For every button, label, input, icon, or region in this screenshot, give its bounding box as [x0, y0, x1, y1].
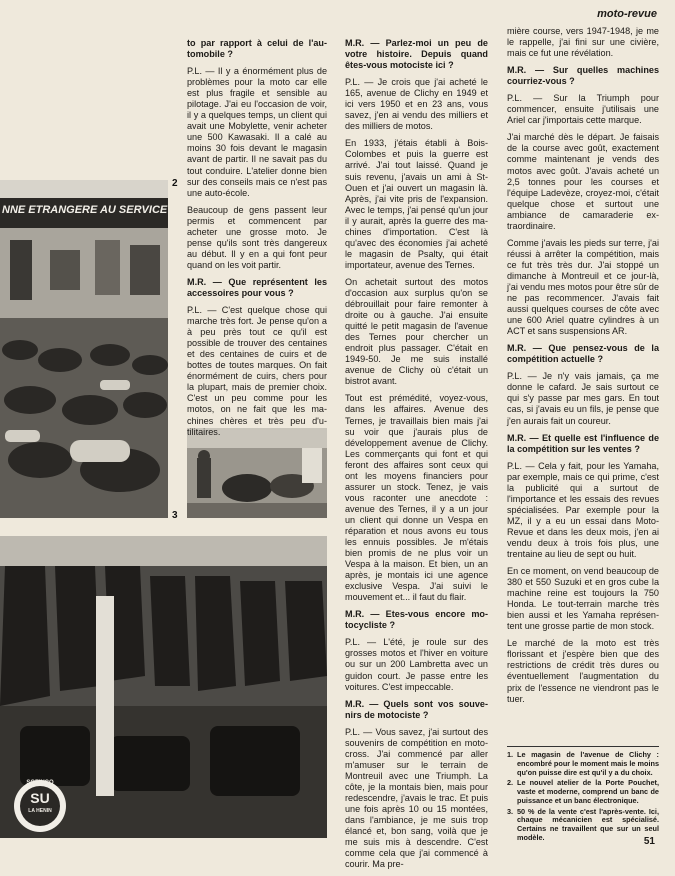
answer-history-b: En 1933, j'étais établi à Bois-Colombes et puis la guerre est arrivé. J'ai tout laissé. Quand je suis revenu, j'avais un ami à St-Ouen et j'ai ouvert un magasin là. Après, j'ai vite pris de l'expansion. Avec le temps, j'ai pensé qu'un jour il y aurait, après la guerre des machines d'importation. C'est là qu'avec des économies j'ai acheté le magasin de Psalty, qui était importateur, avenue des Ternes. — [345, 138, 488, 270]
badge-sofinco — [14, 780, 66, 814]
footnote-number: 1. — [507, 750, 514, 759]
answer-influence-c: Le marché de la moto est très florissant et j'espère bien que des restrictions de crédit très dures ou éventuellement l'augmentation du prix de l'essence ne viendront pas le tuer. — [507, 638, 659, 704]
page-number: 51 — [643, 836, 655, 847]
column-2 — [345, 38, 488, 876]
photo-shop-interior — [0, 180, 168, 518]
question-accessories: M.R. — Que représentent les accessoires pour vous ? — [187, 276, 327, 298]
answer-memories: P.L. — Vous savez, j'ai surtout des souvenirs de compétition en moto-cross. J'ai commencé par aller m'amuser sur le terrain de Montreuil avec une Triumph. La côte, je la montais bien, mais pour redescendre, j'avais le trac. Et puis une fois après 10 ou 15 montées, dans l'ambiance, je me suis trop élancé et, bon sang, voilà que je me suis mis à descendre. C'est comme cela que j'ai commencé à courir. Ma pre- — [345, 726, 488, 870]
badge-top-text: SOFINCO — [26, 780, 54, 786]
column-3 — [507, 26, 659, 711]
footnote-text: Le nouvel atelier de la Porte Pouchet, vaste et moderne, comprend un banc de puissance et un banc électronique. — [517, 778, 659, 805]
answer-history-d: Tout est prémédité, voyez-vous, dans les affaires. Avenue des Ternes, je travaillais bien mais j'ai su voir que j'aurais plus de développement avenue de Clichy. Les commerçants qui font et qui feront des affaires sont ceux qui ont les moyens financiers pour assurer un stock. Tenez, je vais vous raconter une anecdote : avenue des Ternes, il y a un jour un client qui donne un Vespa en réparation et nous avons eu tous les ennuis possibles. Je m'étais bien promis de ne plus voir un Vespa à la maison. Et bien, un an après, je montais ici une agence exclusive Vespa. J'ai suivi le mouvement et... il faut du flair. — [345, 393, 488, 603]
figure-2-label: 2 — [172, 178, 178, 189]
figure-3-label: 3 — [172, 510, 178, 521]
badge-bottom-text: LA HENIN — [28, 808, 52, 814]
photo-accessories — [0, 536, 327, 838]
photo-shop-interior-art — [0, 180, 168, 518]
question-history: M.R. — Parlez-moi un peu de votre histoire. Depuis quand êtes-vous motociste ici ? — [345, 38, 488, 71]
footnote-3 — [507, 808, 659, 843]
answer-machines-b: J'ai marché dès le départ. Je faisais de la course avec goût, exactement comme maintenant je vends des motos avec goût. J'avais acheté un 2,5 tonnes pour les courses et l'équipe Ladevèze, croyez-moi, c'était quelque chose et surtout une ambiance de camaraderie extraordinaire. — [507, 132, 659, 231]
question-influence: M.R. — Et quelle est l'influence de la compétition sur les ventes ? — [507, 432, 659, 454]
footnote-text: Le magasin de l'avenue de Clichy : encombré pour le moment mais le moins qu'on puisse dire est qu'il y a du choix. — [517, 750, 659, 777]
answer-history: P.L. — Je crois que j'ai acheté le 165, avenue de Clichy en 1949 et ici vers 1950 et en 23 ans, vous savez, j'en ai vendu des milliers et des milliers de motos. — [345, 77, 488, 132]
footnote-2 — [507, 779, 659, 805]
answer-1: P.L. — Il y a énormément plus de problèmes pour la moto car elle est plus fragile et sensible au pilotage. J'ai eu l'occasion de voir, il y a quelques temps, un client qui avait une Mobylette, venir acheter une 500 Kawasaki. Il a calé au moins 30 fois devant le magasin avant de partir. Il ne savait pas du tout conduire. L'atelier donne bien sur des conseils mais ce n'est pas une auto-école. — [187, 66, 327, 198]
footnote-number: 3. — [507, 806, 514, 816]
answer-accessories: P.L. — C'est quelque chose qui marche très fort. Je pense qu'on a à peu près tout ce qu'il est possible de trouver des centaines et des centaines de cuirs et de bottes de toutes marques. On fait énormément de cuirs, chers pour la plupart, mais de premier choix. C'est un peu comme pour les motos, on ne fait que les machines chères et très peu d'utilitaires. — [187, 305, 327, 437]
badge-mid-text: SU — [30, 790, 50, 806]
answer-memories-continued: mière course, vers 1947-1948, je me le rappelle, j'ai fini sur une civière, mais ce fut une révélation. — [507, 26, 659, 59]
question-competition: M.R. — Que pensez-vous de la compétition actuelle ? — [507, 343, 659, 365]
answer-competition: P.L. — Je n'y vais jamais, ça me donne le cafard. Je sais surtout ce qui s'y passe par mes gars. En tout cas, si j'avais eu un fils, je pense que j'en aurais fait un coureur. — [507, 371, 659, 426]
question-1-continued: to par rapport à celui de l'automobile ? — [187, 38, 327, 60]
answer-influence-b: En ce moment, on vend beaucoup de 380 et 550 Suzuki et en gros cube la machine reine est toujours la 750 Honda. Le tout-terrain marche très bien aussi et les Yamaha représentent une grosse partie de mon stock. — [507, 566, 659, 632]
magazine-header: moto-revue — [597, 8, 657, 20]
question-machines: M.R. — Sur quelles machines courriez-vous ? — [507, 65, 659, 87]
answer-machines-c: Comme j'avais les pieds sur terre, j'ai réussi à arrêter la compétition, mais ce fut très très dur. J'ai stoppé un dimanche à Montreuil et ce jour-là, j'ai vendu mes motos pour être sûr de ne pas recommencer. J'avais fait aussi quelques courses de côte avec une 600 Ariel quatre cylindres à un ACT et sans suspensions AR. — [507, 237, 659, 337]
footnotes — [507, 746, 659, 845]
answer-motorcyclist: P.L. — L'été, je roule sur des grosses motos et l'hiver en voiture ou sur un 200 Lambretta avec un guidon court. Je passe entre les voitures. C'est impeccable. — [345, 637, 488, 692]
footnote-1 — [507, 751, 659, 777]
footnote-number: 2. — [507, 778, 514, 788]
answer-machines: P.L. — Sur la Triumph pour commencer, ensuite j'utilisais une Ariel car j'importais cette marque. — [507, 93, 659, 126]
footnote-text: 50 % de la vente c'est l'après-vente. Ici, chaque mécanicien est spécialisé. Certains ne travaillent que sur un seul modèle. — [517, 806, 659, 842]
answer-history-c: On achetait surtout des motos d'occasion aux surplus qu'on se débrouillait pour faire remonter à droite ou à gauche. J'ai ensuite quitté le petit magasin de l'avenue des Ternes pour chercher un endroit plus passager. C'était en 1949-50. Je me suis installé avenue de Clichy où c'était un bistrot avant. — [345, 276, 488, 387]
question-memories: M.R. — Quels sont vos souvenirs de motociste ? — [345, 698, 488, 720]
answer-1b: Beaucoup de gens passent leur permis et commencent par acheter une grosse moto. Je pense qu'ils sont très dangereux au début. Il y en a qui font peur quand on les voit partir. — [187, 204, 327, 270]
answer-influence: P.L. — Cela y fait, pour les Yamaha, par exemple, mais ce qui prime, c'est la publicité qui a surtout de l'importance et les essais des revues spécialisées. Par exemple pour la MZ, il y a eu un essai dans Moto-Revue et dans les deux mois, j'en ai vendu deux à trois fois plus, une trentaine au lieu de sept ou huit. — [507, 460, 659, 560]
shop-sign: NNE ETRANGERE AU SERVICE — [2, 204, 168, 216]
question-motorcyclist: M.R. — Etes-vous encore motocycliste ? — [345, 609, 488, 631]
column-1 — [187, 38, 327, 444]
